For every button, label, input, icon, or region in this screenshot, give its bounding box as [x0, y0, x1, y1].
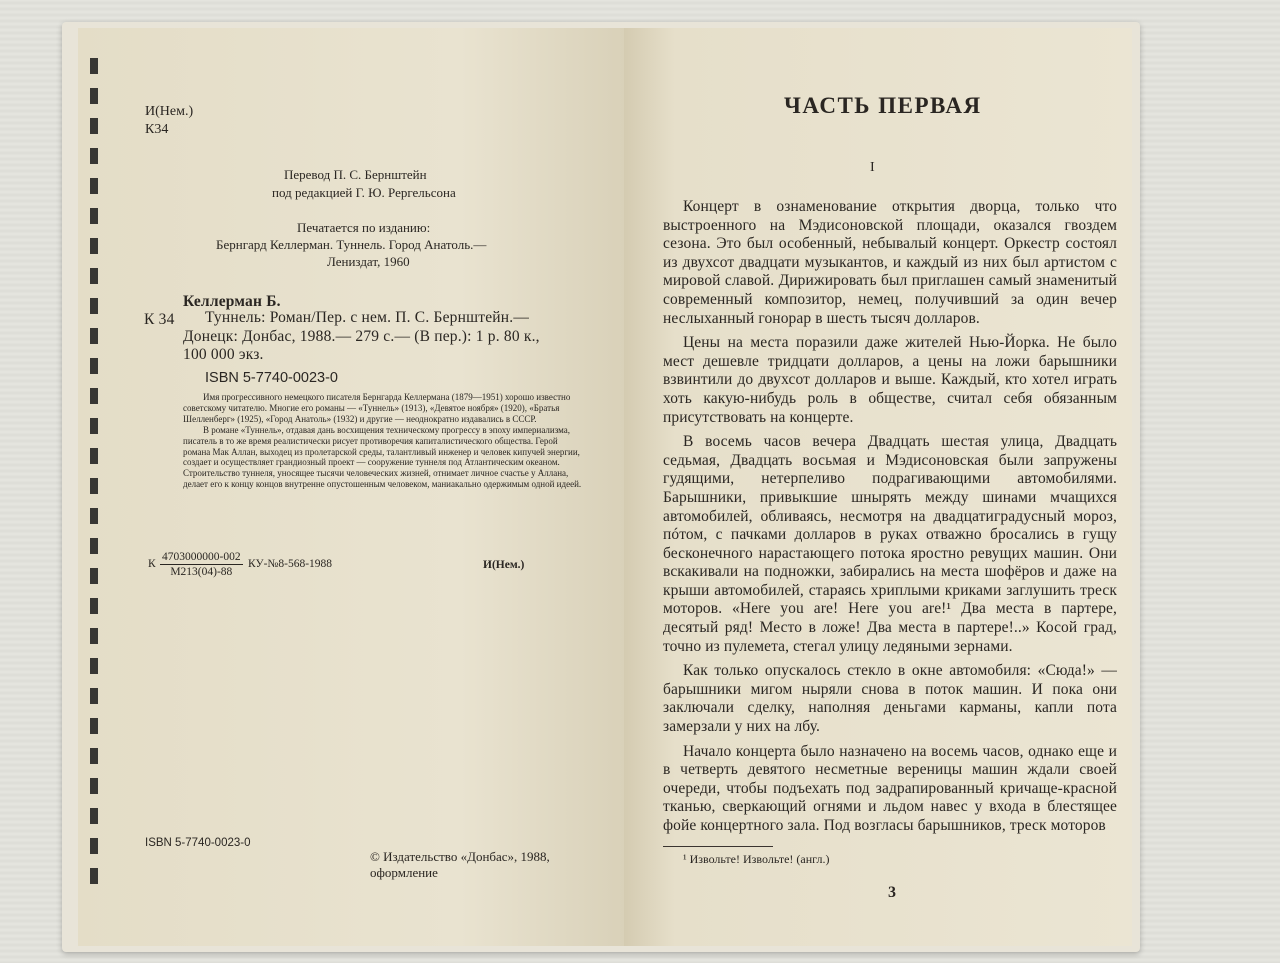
annotation-paragraph-1: Имя прогрессивного немецкого писателя Бернгарда Келлермана (1879—1951) хорошо известно советскому читателю. Многие его романы — «Туннель» (1913), «Девятое ноября» (1920), «Братья Шелленберг» (1925), «Город Анатоль» (1932) и другие — неоднократно издавались в СССР. — [183, 392, 571, 424]
source-edition-title: Бернгард Келлерман. Туннель. Город Анатоль.— — [216, 237, 487, 252]
footnote: ¹ Извольте! Извольте! (англ.) — [683, 852, 830, 866]
body-paragraph: Как только опускалось стекло в окне автомобиля: «Сюда!» — барышники мигом ныряли снова в поток машин. И пока они заключали сделку, наполняя деньгами карманы, капли пота замерзали у них на лбу. — [663, 662, 1117, 736]
fraction-denominator: М213(04)-88 — [170, 566, 233, 578]
editor-line: под редакцией Г. Ю. Рергельсона — [272, 185, 456, 200]
annotation — [183, 392, 583, 490]
annotation-paragraph-2: В романе «Туннель», отдавая дань восхищения техническому прогрессу в эпоху империализма, писатель в то же время реалистически рисует противоречия капиталистического общества. Герой романа Мак Аллан, выходец из пролетарской среды, талантливый инженер и человек кипучей энергии, создает и осуществляет грандиозный проект — сооружение туннеля под Атлантическим океаном. Строительство туннеля, уносящее тысячи человеческих жизней, отнимает личное счастье у Аллана, делает его к концу концов внутренне опустошенным человеком, маниакально одержимым одной идеей. — [183, 424, 582, 490]
catalog-line-2: Донецк: Донбас, 1988.— 279 с.— (В пер.): 1 р. 80 к., — [183, 328, 540, 345]
body-paragraph: Концерт в ознаменование открытия дворца, только что выстроенного на Мэдисоновской площади, оказался гвоздем сезона. Это был особенный, небывалый концерт. Оркестр состоял из двухсот двадцати музыкантов, и каждый из них был артистом с мировой славой. Дирижировать был приглашен самый знаменитый современный композитор, немец, получивший за один вечер неслыханный гонорар в шесть тысяч долларов. — [663, 198, 1117, 327]
class-code-bottom: И(Нем.) — [483, 559, 525, 571]
footnote-rule — [663, 846, 773, 847]
class-code-k34: К34 — [145, 122, 169, 137]
translator-line: Перевод П. С. Бернштейн — [284, 167, 427, 182]
binding-stitches — [90, 58, 98, 888]
fraction-code — [160, 550, 243, 579]
page-number: 3 — [888, 884, 896, 901]
body-paragraph: В восемь часов вечера Двадцать шестая улица, Двадцать седьмая, Двадцать восьмая и Мэдисоновская были запружены гудящими, нетерпеливо подрагивающими автомобилями. Барышники, привыкшие шнырять между шинами мчащихся автомобилей, обливаясь, несмотря на двадцатиградусный мороз, пóтом, с пачками долларов в руках отважно бросались в гущу бесконечного нарастающего потока яростно ревущих машин. Они вскакивали на подножки, забирались на места шофёров и даже на крыши автомобилей, стараясь хриплыми криками заглушить треск моторов. «Here you are! Here you are!¹ Два места в партере, десятый ряд! Место в ложе! Два места в партере!..» Косой град, точно из пулемета, стегал улицу ледяными зернами. — [663, 433, 1117, 655]
catalog-shelf-code: К 34 — [144, 311, 175, 328]
catalog-line-3: 100 000 экз. — [183, 346, 264, 363]
body-paragraph: Цены на места поразили даже жителей Нью-Йорка. Не было мест дешевле тридцати долларов, а цены на ложи барышники взвинтили до двухсот долларов и выше. Каждый, кто хотел играть хоть какую-нибудь роль в обществе, считал себя обязанным присутствовать на концерте. — [663, 334, 1117, 426]
body-text — [663, 198, 1117, 842]
copyright-line-1: © Издательство «Донбас», 1988, — [370, 849, 550, 864]
fraction-numerator: 4703000000-002 — [162, 551, 241, 563]
isbn-main: ISBN 5-7740-0023-0 — [205, 370, 338, 386]
isbn-bottom: ISBN 5-7740-0023-0 — [145, 837, 251, 849]
copyright-line-2: оформление — [370, 865, 438, 880]
chapter-number: I — [870, 160, 875, 175]
fraction-suffix: КУ-№8-568-1988 — [248, 558, 333, 570]
source-edition-label: Печатается по изданию: — [297, 220, 431, 235]
body-paragraph: Начало концерта было назначено на восемь часов, однако еще и в четверть девятого несметные вереницы машин ждали своей очереди, чтобы подъехать под задрапированный кричаще-красной тканью, сверкающий огнями и льдом навес у входа в блестящее фойе концертного зала. Под возгласы барышников, треск моторов — [663, 742, 1117, 834]
catalog-author: Келлерман Б. — [183, 293, 281, 310]
catalog-line-1: Туннель: Роман/Пер. с нем. П. С. Бернштейн.— — [205, 309, 530, 326]
source-edition-publisher: Лениздат, 1960 — [327, 254, 410, 269]
part-title: ЧАСТЬ ПЕРВАЯ — [784, 93, 982, 118]
class-code-top: И(Нем.) — [145, 104, 194, 119]
fraction-prefix: К — [148, 558, 156, 570]
